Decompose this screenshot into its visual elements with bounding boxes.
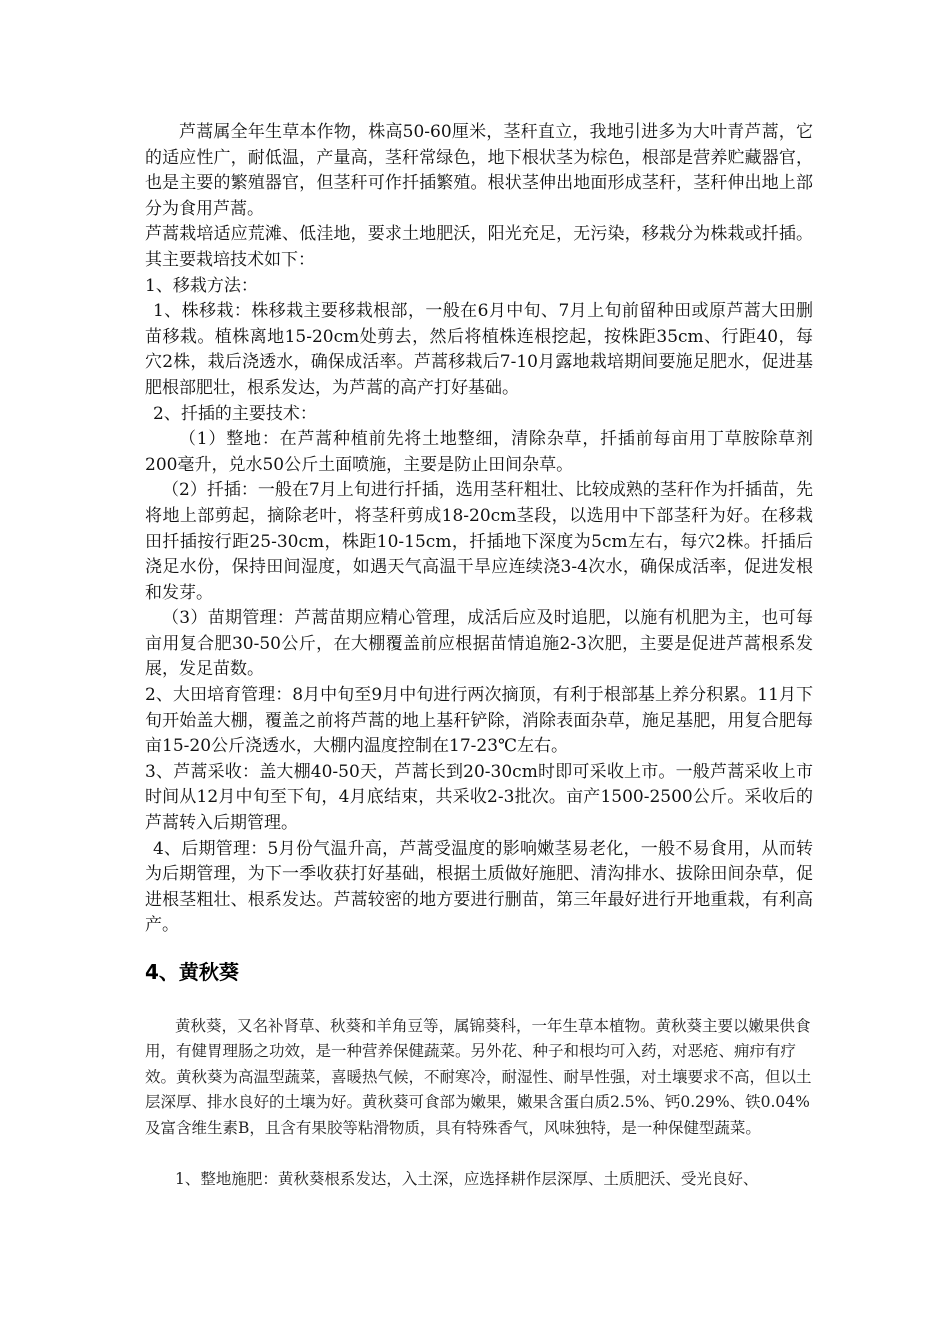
paragraph: （2）扦插：一般在7月上旬进行扦插，选用茎秆粗壮、比较成熟的茎秆作为扦插苗，先将地上部剪起，摘除老叶，将茎秆剪成18-20cm茎段，以选用中下部茎秆为好。在移栽田扦插按行距25-30cm，株距10-15cm，扦插地下深度为5cm左右，每穴2株。扦插后浇足水份，保持田间湿度，如遇天气高温干旱应连续浇3-4次水，确保成活率，促进发根和发芽。 <box>145 480 813 603</box>
section-lugao <box>145 120 813 939</box>
paragraph: 黄秋葵，又名补肾草、秋葵和羊角豆等，属锦葵科，一年生草本植物。黄秋葵主要以嫩果供食用，有健胃理肠之功效，是一种营养保健蔬菜。另外花、种子和根均可入药，对恶疮、痈疖有疗效。黄秋葵为高温型蔬菜，喜暖热气候，不耐寒冷，耐湿性、耐旱性强，对土壤要求不高，但以土层深厚、排水良好的土壤为好。黄秋葵可食部为嫩果，嫩果含蛋白质2.5%、钙0.29%、铁0.04%及富含维生素B，且含有果胶等粘滑物质，具有特殊香气，风味独特，是一种保健型蔬菜。 <box>145 1017 812 1137</box>
paragraph: 1、株移栽：株移栽主要移栽根部，一般在6月中旬、7月上旬前留种田或原芦蒿大田删苗移栽。植株离地15-20cm处剪去，然后将植株连根挖起，按株距35cm、行距40，每穴2株，栽后浇透水，确保成活率。芦蒿移栽后7-10月露地栽培期间要施足肥水，促进基肥根部肥壮，根系发达，为芦蒿的高产打好基础。 <box>145 301 813 398</box>
list-heading: 2、扦插的主要技术： <box>153 403 317 424</box>
paragraph: 1、整地施肥：黄秋葵根系发达，入土深，应选择耕作层深厚、土质肥沃、受光良好、 <box>175 1170 759 1189</box>
paragraph: 芦蒿属全年生草本作物，株高50-60厘米，茎秆直立，我地引进多为大叶青芦蒿，它的适应性广，耐低温，产量高，茎秆常绿色，地下根状茎为棕色，根部是营养贮藏器官，也是主要的繁殖器官，但茎秆可作扦插繁殖。根状茎伸出地面形成茎秆，茎秆伸出地上部分为食用芦蒿。 <box>145 122 813 219</box>
paragraph: （1）整地：在芦蒿种植前先将土地整细，清除杂草，扦插前每亩用丁草胺除草剂200毫升，兑水50公斤土面喷施，主要是防止田间杂草。 <box>145 429 813 475</box>
paragraph: （3）苗期管理：芦蒿苗期应精心管理，成活后应及时追肥，以施有机肥为主，也可每亩用复合肥30-50公斤，在大棚覆盖前应根据苗情追施2-3次肥，主要是促进芦蒿根系发展，发足苗数。 <box>145 608 813 680</box>
paragraph: 4、后期管理：5月份气温升高，芦蒿受温度的影响嫩茎易老化，一般不易食用，从而转为后期管理，为下一季收获打好基础，根据土质做好施肥、清沟排水、拔除田间杂草，促进根茎粗壮、根系发达。芦蒿较密的地方要进行删苗，第三年最好进行开地重栽，有利高产。 <box>145 838 813 936</box>
list-heading: 1、移栽方法： <box>145 275 258 296</box>
paragraph: 2、大田培育管理：8月中旬至9月中旬进行两次摘顶，有利于根部基上养分积累。11月下旬开始盖大棚，覆盖之前将芦蒿的地上基秆铲除，消除表面杂草，施足基肥，用复合肥每亩15-20公斤浇透水，大棚内温度控制在17-23℃左右。 <box>145 685 813 757</box>
document-page <box>145 120 813 1189</box>
section-okra <box>145 1014 813 1192</box>
paragraph: 3、芦蒿采收：盖大棚40-50天，芦蒿长到20-30cm时即可采收上市。一般芦蒿采收上市时间从12月中旬至下旬，4月底结束，共采收2-3批次。亩产1500-2500公斤。采收后的芦蒿转入后期管理。 <box>145 761 813 834</box>
section-heading: 4、黄秋葵 <box>145 960 239 984</box>
paragraph: 芦蒿栽培适应荒滩、低洼地，要求土地肥沃，阳光充足，无污染，移栽分为株栽或扦插。其主要栽培技术如下： <box>145 224 813 270</box>
